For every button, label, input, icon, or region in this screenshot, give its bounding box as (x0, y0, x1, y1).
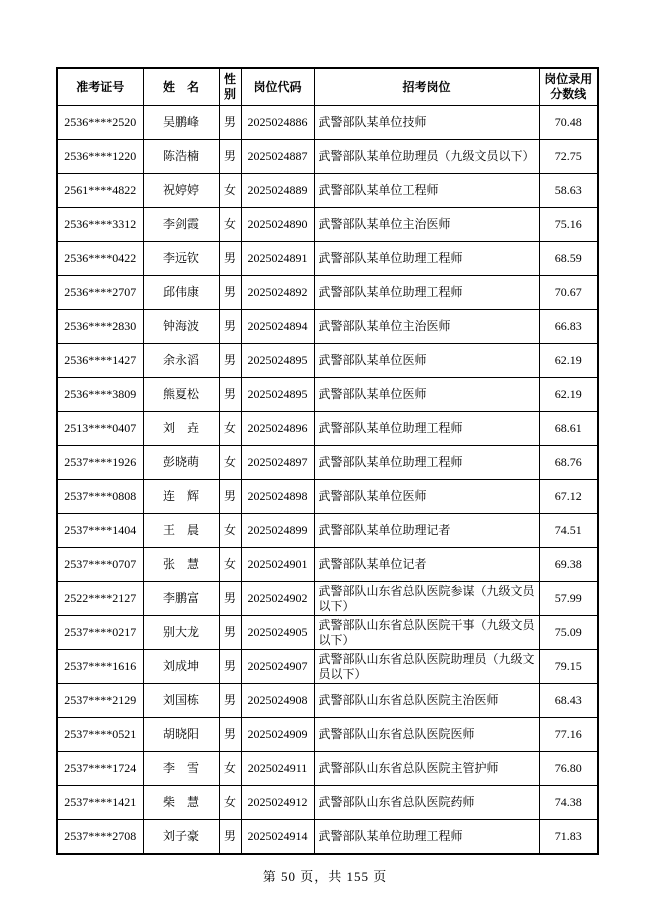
table-row (57, 752, 598, 786)
name-cell: 柴 慧 (143, 786, 219, 820)
name-cell: 李 雪 (143, 752, 219, 786)
ticket-cell: 2522****2127 (57, 582, 143, 616)
table-row (57, 514, 598, 548)
score-cell: 57.99 (539, 582, 598, 616)
ticket-cell: 2537****0808 (57, 480, 143, 514)
name-cell: 刘 垚 (143, 412, 219, 446)
ticket-cell: 2537****0217 (57, 616, 143, 650)
gender-cell: 男 (219, 684, 241, 718)
score-cell: 69.38 (539, 548, 598, 582)
position-cell: 武警部队某单位技师 (314, 106, 539, 140)
gender-cell: 男 (219, 310, 241, 344)
gender-cell: 男 (219, 106, 241, 140)
score-cell: 68.43 (539, 684, 598, 718)
name-cell: 胡晓阳 (143, 718, 219, 752)
score-cell: 77.16 (539, 718, 598, 752)
col-header-gender: 性别 (219, 68, 241, 106)
position-cell: 武警部队某单位医师 (314, 344, 539, 378)
table-row (57, 786, 598, 820)
score-cell: 67.12 (539, 480, 598, 514)
position-cell: 武警部队某单位助理工程师 (314, 446, 539, 480)
gender-cell: 男 (219, 140, 241, 174)
table-row (57, 344, 598, 378)
name-cell: 张 慧 (143, 548, 219, 582)
table-body (57, 106, 598, 855)
table-row (57, 684, 598, 718)
code-cell: 2025024899 (241, 514, 314, 548)
col-header-position: 招考岗位 (314, 68, 539, 106)
name-cell: 李剑霞 (143, 208, 219, 242)
name-cell: 邱伟康 (143, 276, 219, 310)
table-row (57, 174, 598, 208)
name-cell: 吴鹏峰 (143, 106, 219, 140)
name-cell: 熊夏松 (143, 378, 219, 412)
code-cell: 2025024912 (241, 786, 314, 820)
code-cell: 2025024886 (241, 106, 314, 140)
code-cell: 2025024914 (241, 820, 314, 855)
ticket-cell: 2536****3312 (57, 208, 143, 242)
position-cell: 武警部队某单位助理工程师 (314, 242, 539, 276)
score-cell: 74.38 (539, 786, 598, 820)
score-cell: 70.67 (539, 276, 598, 310)
ticket-cell: 2536****3809 (57, 378, 143, 412)
position-cell: 武警部队某单位助理工程师 (314, 820, 539, 855)
table-row (57, 412, 598, 446)
code-cell: 2025024896 (241, 412, 314, 446)
ticket-cell: 2537****1616 (57, 650, 143, 684)
table-row (57, 446, 598, 480)
ticket-cell: 2537****2708 (57, 820, 143, 855)
table-row (57, 276, 598, 310)
gender-cell: 女 (219, 786, 241, 820)
code-cell: 2025024891 (241, 242, 314, 276)
score-cell: 76.80 (539, 752, 598, 786)
gender-cell: 女 (219, 514, 241, 548)
gender-cell: 男 (219, 378, 241, 412)
code-cell: 2025024889 (241, 174, 314, 208)
score-cell: 68.76 (539, 446, 598, 480)
gender-cell: 女 (219, 548, 241, 582)
position-cell: 武警部队山东省总队医院干事（九级文员以下） (314, 616, 539, 650)
col-header-ticket: 准考证号 (57, 68, 143, 106)
code-cell: 2025024905 (241, 616, 314, 650)
score-cell: 68.61 (539, 412, 598, 446)
position-cell: 武警部队山东省总队医院主治医师 (314, 684, 539, 718)
score-cell: 79.15 (539, 650, 598, 684)
table-row (57, 242, 598, 276)
score-cell: 68.59 (539, 242, 598, 276)
gender-cell: 女 (219, 412, 241, 446)
code-cell: 2025024895 (241, 344, 314, 378)
gender-cell: 男 (219, 582, 241, 616)
score-cell: 75.16 (539, 208, 598, 242)
position-cell: 武警部队某单位助理员（九级文员以下） (314, 140, 539, 174)
code-cell: 2025024887 (241, 140, 314, 174)
gender-cell: 男 (219, 480, 241, 514)
ticket-cell: 2513****0407 (57, 412, 143, 446)
score-cell: 72.75 (539, 140, 598, 174)
code-cell: 2025024894 (241, 310, 314, 344)
ticket-cell: 2537****1724 (57, 752, 143, 786)
position-cell: 武警部队某单位助理记者 (314, 514, 539, 548)
ticket-cell: 2536****2830 (57, 310, 143, 344)
score-line-table (56, 67, 599, 855)
gender-cell: 女 (219, 174, 241, 208)
name-cell: 刘子豪 (143, 820, 219, 855)
score-cell: 71.83 (539, 820, 598, 855)
gender-cell: 男 (219, 276, 241, 310)
code-cell: 2025024902 (241, 582, 314, 616)
ticket-cell: 2537****2129 (57, 684, 143, 718)
table-row (57, 650, 598, 684)
code-cell: 2025024890 (241, 208, 314, 242)
code-cell: 2025024911 (241, 752, 314, 786)
table-row (57, 582, 598, 616)
table-row (57, 480, 598, 514)
position-cell: 武警部队山东省总队医院参谋（九级文员以下） (314, 582, 539, 616)
name-cell: 陈浩楠 (143, 140, 219, 174)
name-cell: 刘国栋 (143, 684, 219, 718)
ticket-cell: 2536****2707 (57, 276, 143, 310)
name-cell: 别大龙 (143, 616, 219, 650)
ticket-cell: 2537****1926 (57, 446, 143, 480)
table-row (57, 616, 598, 650)
gender-cell: 女 (219, 446, 241, 480)
table-row (57, 208, 598, 242)
col-header-code: 岗位代码 (241, 68, 314, 106)
score-cell: 75.09 (539, 616, 598, 650)
name-cell: 彭晓萌 (143, 446, 219, 480)
ticket-cell: 2561****4822 (57, 174, 143, 208)
code-cell: 2025024907 (241, 650, 314, 684)
position-cell: 武警部队某单位记者 (314, 548, 539, 582)
col-header-score: 岗位录用分数线 (539, 68, 598, 106)
code-cell: 2025024908 (241, 684, 314, 718)
table-row (57, 140, 598, 174)
table-header-row (57, 68, 598, 106)
table-row (57, 718, 598, 752)
ticket-cell: 2537****0521 (57, 718, 143, 752)
code-cell: 2025024892 (241, 276, 314, 310)
name-cell: 李鹏富 (143, 582, 219, 616)
position-cell: 武警部队某单位主治医师 (314, 208, 539, 242)
score-cell: 62.19 (539, 378, 598, 412)
page-number-footer: 第 50 页，共 155 页 (262, 869, 388, 884)
gender-cell: 男 (219, 242, 241, 276)
score-cell: 58.63 (539, 174, 598, 208)
code-cell: 2025024901 (241, 548, 314, 582)
gender-cell: 男 (219, 820, 241, 855)
name-cell: 刘成坤 (143, 650, 219, 684)
ticket-cell: 2536****0422 (57, 242, 143, 276)
position-cell: 武警部队山东省总队医院药师 (314, 786, 539, 820)
name-cell: 余永滔 (143, 344, 219, 378)
table-row (57, 378, 598, 412)
name-cell: 钟海波 (143, 310, 219, 344)
position-cell: 武警部队山东省总队医院医师 (314, 718, 539, 752)
position-cell: 武警部队某单位工程师 (314, 174, 539, 208)
score-cell: 74.51 (539, 514, 598, 548)
gender-cell: 男 (219, 718, 241, 752)
table-row (57, 310, 598, 344)
name-cell: 连 辉 (143, 480, 219, 514)
position-cell: 武警部队某单位主治医师 (314, 310, 539, 344)
gender-cell: 男 (219, 650, 241, 684)
ticket-cell: 2536****2520 (57, 106, 143, 140)
name-cell: 祝婷婷 (143, 174, 219, 208)
position-cell: 武警部队某单位医师 (314, 480, 539, 514)
position-cell: 武警部队某单位助理工程师 (314, 412, 539, 446)
position-cell: 武警部队某单位医师 (314, 378, 539, 412)
table-row (57, 106, 598, 140)
gender-cell: 女 (219, 208, 241, 242)
code-cell: 2025024895 (241, 378, 314, 412)
table-row (57, 548, 598, 582)
table-row (57, 820, 598, 855)
score-cell: 70.48 (539, 106, 598, 140)
gender-cell: 男 (219, 344, 241, 378)
ticket-cell: 2537****1404 (57, 514, 143, 548)
gender-cell: 女 (219, 752, 241, 786)
position-cell: 武警部队山东省总队医院主管护师 (314, 752, 539, 786)
code-cell: 2025024898 (241, 480, 314, 514)
name-cell: 李远钦 (143, 242, 219, 276)
col-header-name: 姓 名 (143, 68, 219, 106)
position-cell: 武警部队山东省总队医院助理员（九级文员以下） (314, 650, 539, 684)
ticket-cell: 2537****0707 (57, 548, 143, 582)
score-cell: 66.83 (539, 310, 598, 344)
position-cell: 武警部队某单位助理工程师 (314, 276, 539, 310)
ticket-cell: 2536****1220 (57, 140, 143, 174)
gender-cell: 男 (219, 616, 241, 650)
code-cell: 2025024909 (241, 718, 314, 752)
ticket-cell: 2536****1427 (57, 344, 143, 378)
code-cell: 2025024897 (241, 446, 314, 480)
score-cell: 62.19 (539, 344, 598, 378)
ticket-cell: 2537****1421 (57, 786, 143, 820)
name-cell: 王 晨 (143, 514, 219, 548)
